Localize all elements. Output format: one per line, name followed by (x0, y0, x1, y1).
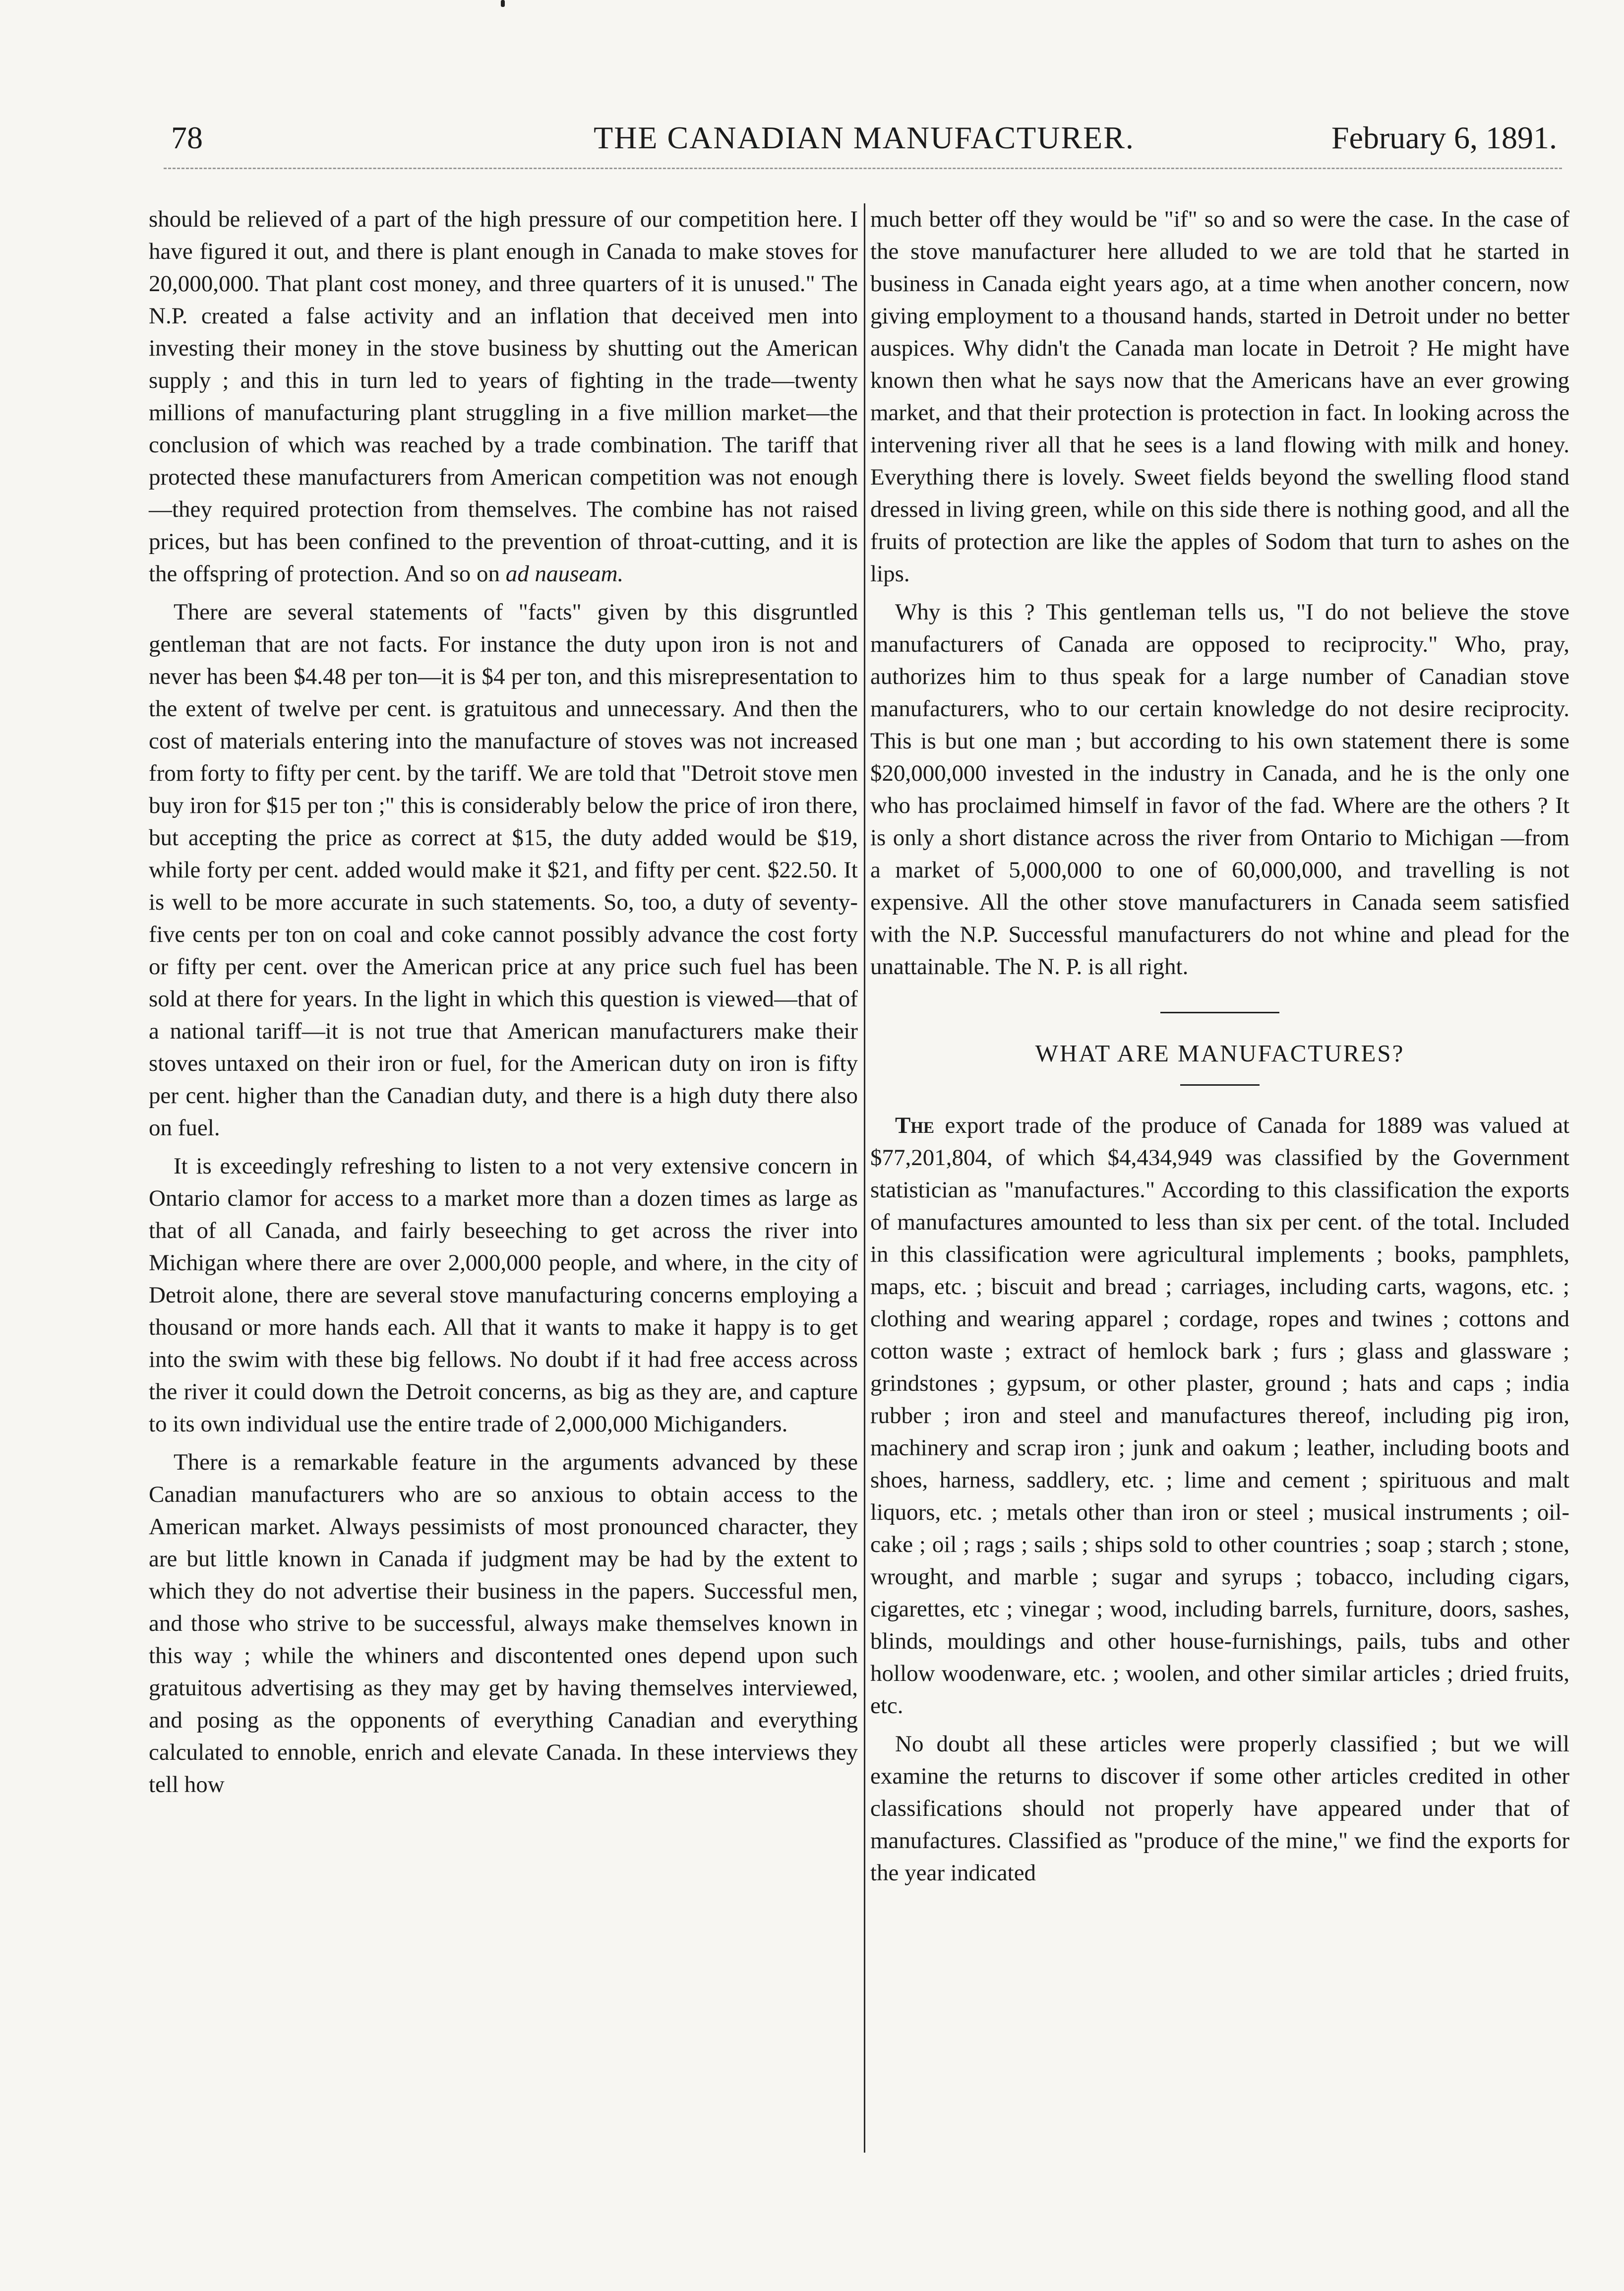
publication-title: THE CANADIAN MANUFACTURER. (594, 120, 1135, 155)
ink-mark (501, 0, 505, 7)
heading-rule (1180, 1084, 1260, 1086)
paragraph-text: should be relieved of a part of the high pressure of our competition here. I have figured it out, and there is plant enough in Canada to make stoves for 20,000,000. That plant cost money, and three quarters of it is unused." The N.P. created a false activity and an inflation that deceived men into investing their money in the stove business by shutting out the American supply ; and this in turn led to years of fighting in the trade—twenty millions of manufacturing plant struggling in a five million market—the conclusion of which was reached by a trade combination. The tariff that protected these manufacturers from American competition was not enough—they required protection from themselves. The combine has not raised prices, but has been confined to the prevention of throat-cutting, and it is the offspring of protection. And so on (149, 206, 858, 587)
section-heading: WHAT ARE MANUFACTURES? (1035, 1040, 1405, 1067)
article-paragraph: There are several statements of "facts" given by this disgruntled gentleman that are not facts. For instance the duty upon iron is not and never has been $4.48 per ton—it is $4 per ton, and this misrepresentation to the extent of twelve per cent. is gratuitous and unnecessary. And then the cost of materials entering into the manufacture of stoves was not increased from forty to fifty per cent. by the tariff. We are told that "Detroit stove men buy iron for $15 per ton ;" this is considerably below the price of iron there, but accepting the price as correct at $15, the duty added would be $19, while forty per cent. added would make it $21, and fifty per cent. $22.50. It is well to be more accurate in such statements. So, too, a duty of seventy-five cents per ton on coal and coke cannot possibly advance the cost forty or fifty per cent. over the American price at any price such fuel has been sold at there for years. In the light in which this question is viewed—that of a national tariff—it is not true that American manufacturers make their stoves untaxed on their iron or fuel, for the American duty on iron is fifty per cent. higher than the Canadian duty, and there is a high duty there also on fuel. (149, 599, 858, 1141)
header-rule (164, 168, 1562, 169)
article-paragraph: There is a remarkable feature in the arguments advanced by these Canadian manufacturers who are so anxious to obtain access to the American market. Always pessimists of most pronounced character, they are but little known in Canada if judgment may be had by the extent to which they do not advertise their business in the papers. Successful men, and those who strive to be successful, always make themselves known in this way ; while the whiners and discontented ones depend upon such gratuitous advertising as they may get by having themselves interviewed, and posing as the opponents of everything Canadian and everything calculated to ennoble, enrich and elevate Canada. In these interviews they tell how (149, 1449, 858, 1797)
article-paragraph: It is exceedingly refreshing to listen to a not very extensive concern in Ontario clamor for access to a market more than a dozen times as large as that of all Canada, and fairly beseeching to get across the river into Michigan where there are over 2,000,000 people, and where, in the city of Detroit alone, there are several stove manufacturing concerns employing a thousand or more hands each. All that it wants to make it happy is to get into the swim with these big fellows. No doubt if it had free access across the river it could down the Detroit concerns, as big as they are, and capture to its own individual use the entire trade of 2,000,000 Michiganders. (149, 1153, 858, 1437)
article-paragraph (149, 203, 858, 590)
paragraph-text: export trade of the produce of Canada for 1889 was valued at $77,201,804, of which $4,434,949 was classified by the Government statistician as "manufactures." According to this classification the exports of manufactures amounted to less than six per cent. of the total. Included in this classification were agricultural implements ; books, pamphlets, maps, etc. ; biscuit and bread ; carriages, including carts, wagons, etc. ; clothing and wearing apparel ; cordage, ropes and twines ; cottons and cotton waste ; extract of hemlock bark ; furs ; glass and glassware ; grindstones ; gypsum, or other plaster, ground ; hats and caps ; india rubber ; iron and steel and manufactures thereof, including pig iron, machinery and scrap iron ; junk and oakum ; leather, including boots and shoes, harness, saddlery, etc. ; lime and cement ; spirituous and malt liquors, etc. ; metals other than iron or steel ; musical instruments ; oil-cake ; oil ; rags ; sails ; ships sold to other countries ; soap ; starch ; stone, wrought, and marble ; sugar and syrups ; tobacco, including cigars, cigarettes, etc ; vinegar ; wood, including barrels, furniture, doors, sashes, blinds, mouldings and other house-furnishings, pails, tubs and other hollow woodenware, etc. ; woolen, and other similar articles ; dried fruits, etc. (870, 1113, 1569, 1719)
lead-word: The (895, 1113, 935, 1138)
page-header (171, 118, 1557, 168)
article-paragraph: Why is this ? This gentleman tells us, "I do not believe the stove manufacturers of Canada are opposed to reciprocity." Who, pray, authorizes him to thus speak for a large number of Canadian stove manufacturers, who to our certain knowledge do not desire reciprocity. This is but one man ; but according to his own statement there is some $20,000,000 invested in the industry in Canada, and he is the only one who has proclaimed himself in favor of the fad. Where are the others ? It is only a short distance across the river from Ontario to Michigan —from a market of 5,000,000 to one of 60,000,000, and travelling is not expensive. All the other stove manufacturers in Canada seem satisfied with the N.P. Successful manufacturers do not whine and plead for the unattainable. The N. P. is all right. (870, 599, 1569, 980)
page-number: 78 (171, 120, 203, 155)
issue-date: February 6, 1891. (1331, 120, 1557, 155)
article-paragraph (870, 1110, 1569, 1722)
column-divider (864, 203, 865, 2153)
article-paragraph: No doubt all these articles were properly classified ; but we will examine the returns to discover if some other articles credited in other classifications should not properly have appeared under that of manufactures. Classified as "produce of the mine," we find the exports for the year indicated (870, 1731, 1569, 1886)
right-column (870, 203, 1569, 1895)
left-column (149, 203, 858, 1807)
section-separator (1160, 1012, 1279, 1013)
italic-phrase: ad nauseam. (505, 561, 624, 587)
article-paragraph: much better off they would be "if" so and so were the case. In the case of the stove manufacturer here alluded to we are told that he started in business in Canada eight years ago, at a time when another concern, now giving employment to a thousand hands, started in Detroit under no better auspices. Why didn't the Canada man locate in Detroit ? He might have known then what he says now that the Americans have an ever growing market, and that their protection is protection in fact. In looking across the intervening river all that he sees is a land flowing with milk and honey. Everything there is lovely. Sweet fields beyond the swelling flood stand dressed in living green, while on this side there is nothing good, and all the fruits of protection are like the apples of Sodom that turn to ashes on the lips. (870, 206, 1569, 587)
